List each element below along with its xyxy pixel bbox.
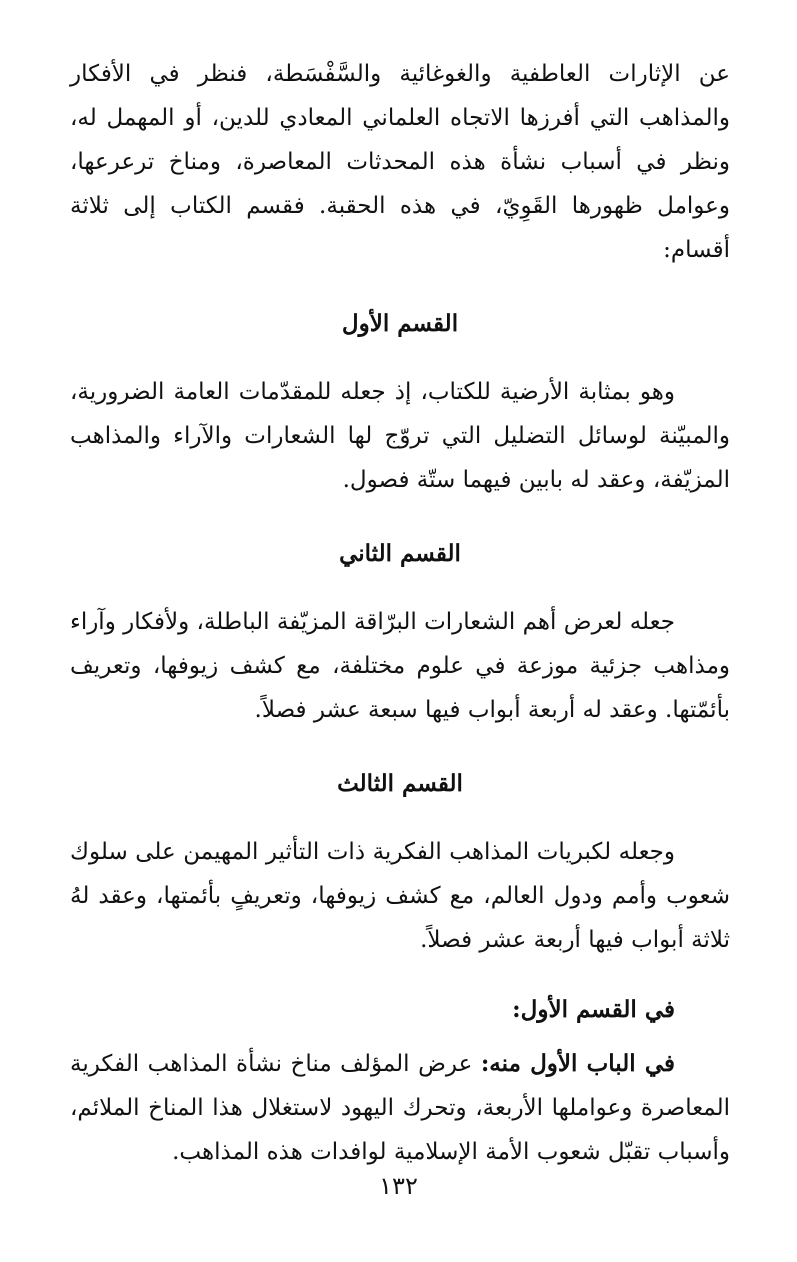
section-heading-3: القسم الثالث <box>337 770 463 797</box>
final-paragraph-lead: في الباب الأول منه: <box>480 1050 676 1077</box>
final-paragraph <box>70 1042 730 1174</box>
section-body-1: وهو بمثابة الأرضية للكتاب، إذ جعله للمقدّمات العامة الضرورية، والمبيّنة لوسائل التضليل التي تروّج لها الشعارات والآراء والمذاهب المزيّفة، وعقد له بابين فيهما ستّة فصول. <box>70 379 730 493</box>
intro-paragraph: عن الإثارات العاطفية والغوغائية والسَّفْسَطة، فنظر في الأفكار والمذاهب التي أفرزها الاتجاه العلماني المعادي للدين، أو المهمل له، ونظر في أسباب نشأة هذه المحدثات المعاصرة، ومناخ ترعرعها، وعوامل ظهورها القَوِيّ، في هذه الحقبة. فقسم الكتاب إلى ثلاثة أقسام: <box>70 61 730 263</box>
final-paragraph-text: عرض المؤلف مناخ نشأة المذاهب الفكرية المعاصرة وعواملها الأربعة، وتحرك اليهود لاستغلال هذا المناخ الملائم، وأسباب تقبّل شعوب الأمة الإسلامية لوافدات هذه المذاهب. <box>70 1051 730 1165</box>
section-body-3: وجعله لكبريات المذاهب الفكرية ذات التأثير المهيمن على سلوك شعوب وأمم ودول العالم، مع كشف زيوفها، وتعريفٍ بأئمتها، وعقد لهُ ثلاثة أبواب فيها أربعة عشر فصلاً. <box>70 839 730 953</box>
subheading: في القسم الأول: <box>512 996 675 1023</box>
page-number: ١٣٢ <box>379 1172 418 1200</box>
section-heading-2: القسم الثاني <box>339 540 461 567</box>
page-body <box>70 52 730 1174</box>
section-heading-1: القسم الأول <box>341 310 459 337</box>
section-body-2: جعله لعرض أهم الشعارات البرّاقة المزيّفة الباطلة، ولأفكار وآراء ومذاهب جزئية موزعة في علوم مختلفة، مع كشف زيوفها، وتعريف بأئمّتها. وعقد له أربعة أبواب فيها سبعة عشر فصلاً. <box>70 609 730 723</box>
